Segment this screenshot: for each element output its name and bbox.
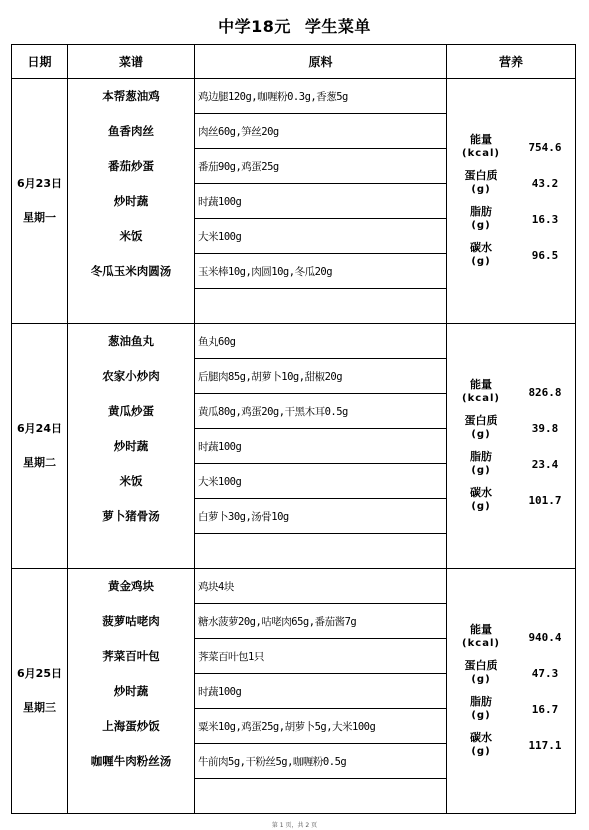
- ingredient-cell: 糖水菠萝20g,咕咾肉65g,番茄酱7g: [195, 604, 447, 639]
- ingredient-cell: 牛前肉5g,干粉丝5g,咖喱粉0.5g: [195, 744, 447, 779]
- dish-item: 上海蛋炒饭: [102, 719, 160, 733]
- dish-item: 炒时蔬: [113, 439, 149, 453]
- nutrition-row-fat: [447, 446, 575, 482]
- nutrition-unit: (g): [471, 710, 491, 721]
- nutrition-label: [447, 205, 515, 233]
- date-text: 6月24日: [17, 422, 62, 435]
- title-sub: 学生菜单: [304, 17, 371, 36]
- ingredient-cell: 玉米棒10g,肉圆10g,冬瓜20g: [195, 254, 447, 289]
- dish-item: 菠萝咕咾肉: [102, 614, 160, 628]
- nutrition-cell: [447, 569, 576, 814]
- nutrition-label: [447, 623, 515, 651]
- ingredient-cell: 粟米10g,鸡蛋25g,胡萝卜5g,大米100g: [195, 709, 447, 744]
- ingredient-cell: [195, 534, 447, 569]
- nutrition-unit: (g): [471, 746, 491, 757]
- dish-item: 本帮葱油鸡: [102, 89, 160, 103]
- nutrition-table: [447, 374, 575, 518]
- nutrition-row-carb: [447, 727, 575, 763]
- header-date: 日期: [12, 45, 68, 79]
- nutrition-value: 96.5: [531, 248, 559, 262]
- nutrition-name: 能量: [470, 378, 492, 391]
- nutrition-table: [447, 619, 575, 763]
- dish-item: 萝卜猪骨汤: [102, 509, 160, 523]
- nutrition-row-energy: [447, 374, 575, 410]
- nutrition-unit: (kcal): [462, 148, 500, 159]
- date-cell: [12, 79, 68, 324]
- title-main: 中学18元: [218, 17, 291, 36]
- nutrition-row-energy: [447, 129, 575, 165]
- dish-item: 咖喱牛肉粉丝汤: [90, 754, 172, 768]
- ingredient-cell: [195, 779, 447, 814]
- page-footer: 第 1 页，共 2 页: [271, 822, 318, 829]
- nutrition-label: [447, 414, 515, 442]
- ingredient-cell: 肉丝60g,笋丝20g: [195, 114, 447, 149]
- nutrition-name: 蛋白质: [464, 414, 498, 427]
- nutrition-unit: (g): [471, 674, 491, 685]
- nutrition-value: 826.8: [528, 385, 562, 399]
- ingredient-cell: 大米100g: [195, 464, 447, 499]
- ingredient-cell: 荠菜百叶包1只: [195, 639, 447, 674]
- nutrition-unit: (g): [471, 501, 491, 512]
- nutrition-unit: (g): [471, 256, 491, 267]
- weekday-text: 星期三: [23, 701, 56, 714]
- nutrition-label: [447, 450, 515, 478]
- nutrition-label: [447, 133, 515, 161]
- weekday-text: 星期二: [23, 456, 56, 469]
- dish-item: 炒时蔬: [113, 684, 149, 698]
- nutrition-unit: (g): [471, 220, 491, 231]
- nutrition-name: 碳水: [470, 241, 492, 254]
- nutrition-label: [447, 695, 515, 723]
- nutrition-label: [447, 731, 515, 759]
- nutrition-name: 碳水: [470, 731, 492, 744]
- nutrition-name: 能量: [470, 133, 492, 146]
- dish-item: 米饭: [119, 474, 143, 488]
- nutrition-row-protein: [447, 165, 575, 201]
- ingredient-cell: 鱼丸60g: [195, 324, 447, 359]
- nutrition-value: 754.6: [528, 140, 562, 154]
- header-nutrition: 营养: [447, 45, 576, 79]
- dish-item: 米饭: [119, 229, 143, 243]
- nutrition-name: 能量: [470, 623, 492, 636]
- nutrition-row-fat: [447, 691, 575, 727]
- nutrition-value: 16.7: [531, 702, 559, 716]
- nutrition-table: [447, 129, 575, 273]
- dish-item: 冬瓜玉米肉圆汤: [90, 264, 172, 278]
- nutrition-name: 脂肪: [470, 450, 492, 463]
- nutrition-name: 蛋白质: [464, 659, 498, 672]
- ingredient-cell: 番茄90g,鸡蛋25g: [195, 149, 447, 184]
- dish-item: 鱼香肉丝: [108, 124, 154, 138]
- nutrition-unit: (kcal): [462, 393, 500, 404]
- menu-table: [11, 44, 576, 814]
- nutrition-label: [447, 169, 515, 197]
- nutrition-cell: [447, 324, 576, 569]
- dish-item: 黄瓜炒蛋: [108, 404, 154, 418]
- dish-item: 荠菜百叶包: [102, 649, 160, 663]
- nutrition-value: 117.1: [528, 738, 562, 752]
- nutrition-value: 940.4: [528, 630, 562, 644]
- nutrition-row-fat: [447, 201, 575, 237]
- nutrition-row-carb: [447, 237, 575, 273]
- date-cell: [12, 324, 68, 569]
- dish-item: 葱油鱼丸: [108, 334, 154, 348]
- nutrition-name: 脂肪: [470, 205, 492, 218]
- nutrition-value: 39.8: [531, 421, 559, 435]
- page-title: [0, 14, 589, 37]
- ingredient-cell: [195, 289, 447, 324]
- nutrition-value: 16.3: [531, 212, 559, 226]
- nutrition-row-protein: [447, 655, 575, 691]
- ingredient-cell: 时蔬100g: [195, 429, 447, 464]
- nutrition-unit: (g): [471, 184, 491, 195]
- nutrition-name: 碳水: [470, 486, 492, 499]
- nutrition-unit: (kcal): [462, 638, 500, 649]
- dish-item: 番茄炒蛋: [108, 159, 154, 173]
- date-text: 6月25日: [17, 667, 62, 680]
- nutrition-row-protein: [447, 410, 575, 446]
- nutrition-value: 43.2: [531, 176, 559, 190]
- ingredient-cell: 大米100g: [195, 219, 447, 254]
- nutrition-cell: [447, 79, 576, 324]
- nutrition-value: 47.3: [531, 666, 559, 680]
- ingredient-row: [12, 569, 576, 604]
- ingredient-cell: 后腿肉85g,胡萝卜10g,甜椒20g: [195, 359, 447, 394]
- ingredient-cell: 时蔬100g: [195, 184, 447, 219]
- dish-list: [68, 79, 195, 324]
- nutrition-name: 蛋白质: [464, 169, 498, 182]
- nutrition-name: 脂肪: [470, 695, 492, 708]
- ingredient-cell: 鸡边腿120g,咖喱粉0.3g,香葱5g: [195, 79, 447, 114]
- ingredient-row: [12, 79, 576, 114]
- nutrition-value: 23.4: [531, 457, 559, 471]
- ingredient-cell: 时蔬100g: [195, 674, 447, 709]
- nutrition-unit: (g): [471, 465, 491, 476]
- nutrition-row-carb: [447, 482, 575, 518]
- date-cell: [12, 569, 68, 814]
- dish-item: 农家小炒肉: [102, 369, 160, 383]
- weekday-text: 星期一: [23, 211, 56, 224]
- nutrition-label: [447, 378, 515, 406]
- ingredient-cell: 白萝卜30g,汤骨10g: [195, 499, 447, 534]
- header-row: [12, 45, 576, 79]
- dish-item: 炒时蔬: [113, 194, 149, 208]
- nutrition-label: [447, 659, 515, 687]
- ingredient-cell: 鸡块4块: [195, 569, 447, 604]
- dish-list: [68, 569, 195, 814]
- nutrition-row-energy: [447, 619, 575, 655]
- dish-item: 黄金鸡块: [108, 579, 154, 593]
- nutrition-unit: (g): [471, 429, 491, 440]
- dish-list: [68, 324, 195, 569]
- nutrition-label: [447, 241, 515, 269]
- header-dish: 菜谱: [68, 45, 195, 79]
- ingredient-row: [12, 324, 576, 359]
- nutrition-label: [447, 486, 515, 514]
- nutrition-value: 101.7: [528, 493, 562, 507]
- header-ingredients: 原料: [195, 45, 447, 79]
- date-text: 6月23日: [17, 177, 62, 190]
- ingredient-cell: 黄瓜80g,鸡蛋20g,干黑木耳0.5g: [195, 394, 447, 429]
